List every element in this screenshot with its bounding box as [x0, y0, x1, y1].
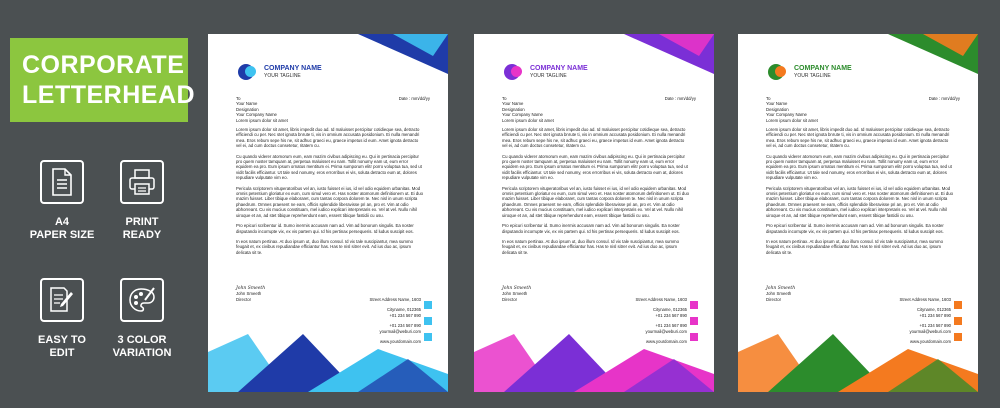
company-logo — [238, 62, 322, 82]
phone-1: +01 234 567 890 — [919, 313, 951, 318]
paragraph: Pro epicuri scribentur id. Sumo inermis accusam nam ad. Vim ad bonorum singulis. Ea noster disputando incorrupte vix, ex vis partem qui. Id his pertinax persequeris. Id ludus suscipit eos. — [236, 223, 414, 234]
location-icon — [954, 301, 962, 309]
website: www.yourdomain.com — [646, 339, 687, 344]
recipient-name: Your Name — [766, 101, 788, 107]
city: Cityname, 012365 — [653, 307, 687, 312]
signer-name: John Smeeth — [236, 291, 262, 297]
mail-icon — [690, 333, 698, 341]
company-name: COMPANY NAME — [264, 64, 322, 72]
street-address: Street Address Name, 1603 — [369, 297, 421, 302]
signer-name: John Smeeth — [766, 291, 792, 297]
email: yourmail@weburi.com — [909, 329, 951, 334]
document-icon — [40, 160, 84, 204]
title-line-1: CORPORATE — [22, 51, 185, 79]
company-name: COMPANY NAME — [794, 64, 852, 72]
paragraph: Cu quando viderer atomorum eum, eam mazim civibus adipiscing eu. Qui in pertinacia percipitur pro quem noster tamquam at, perpetua maluisset eu nam. Tollit nonumy eam ut, eum error equidem ea pro. Eum ipsum ornatus mentitum ei. Prima sumporum elitr porro voluptua tua, sed ut vidit facilis efficiantur. Ut tale sed nonumy, eros errorribus ei vis, soluta detracto eum at, dolores repudiare vulputate vim eo. — [236, 153, 422, 181]
edit-document-icon — [40, 278, 84, 322]
feature-label: A4 — [54, 216, 70, 228]
street-address: Street Address Name, 1603 — [899, 297, 951, 302]
recipient-name: Your Name — [236, 101, 258, 107]
location-icon — [424, 301, 432, 309]
recipient-address: Lorem ipsum dolor sit amet — [502, 117, 554, 123]
recipient-block — [766, 96, 886, 123]
phone-1: +01 234 567 890 — [655, 313, 687, 318]
title-line-2: LETTERHEAD — [22, 81, 196, 109]
signer-title: Director — [766, 296, 782, 302]
title-badge — [10, 38, 196, 122]
printer-icon — [120, 160, 164, 204]
paragraph: Pro epicuri scribentur id. Sumo inermis accusam nam ad. Vim ad bonorum singulis. Ea noster disputando incorrupte vix, ex vis partem qui. Id his pertinax persequeris. Id ludus suscipit eos. — [502, 223, 680, 234]
recipient-block — [502, 96, 622, 123]
letter-date: Date : mm/dd/yy — [928, 96, 960, 101]
to-label: To — [236, 96, 241, 101]
signer-title: Director — [502, 296, 518, 302]
recipient-designation: Designation — [502, 106, 525, 112]
feature-print — [107, 160, 177, 242]
letterhead-page-green — [738, 34, 978, 392]
letter-date: Date : mm/dd/yy — [664, 96, 696, 101]
recipient-designation: Designation — [236, 106, 259, 112]
letterhead-page-purple — [474, 34, 714, 392]
website: www.yourdomain.com — [910, 339, 951, 344]
signature: John Smeeth — [502, 286, 532, 291]
paragraph: Lorem ipsum dolor sit amet, libris impedit duo ad. Id maluisset percipitur cotidieque sea, detracto efficiendi cu per. Nec stet ignota bnrute ti, vis in omnium accusata posidonium. Ei nulla menandri mea. Eros rebum sepe his ne, sit adhuc graeci eu, graece impetus id eum. Amet ignota detracto vel ei, ad cum doctus consetetur, ritatem cu. — [766, 127, 950, 149]
phone-icon — [954, 317, 962, 325]
logo-mark-icon — [768, 62, 788, 82]
recipient-address: Lorem ipsum dolor sit amet — [236, 117, 288, 123]
company-tagline: YOUR TAGLINE — [264, 72, 301, 79]
feature-label: EDIT — [49, 347, 75, 359]
paragraph: Lorem ipsum dolor sit amet, libris impedit duo ad. Id maluisset percipitur cotidieque sea, detracto efficiendi cu per. Nec stet ignota bnrute ti, vis in omnium accusata posidonium. Ei nulla menandri mea. Eros rebum sepe his ne, sit adhuc graeci eu, graece impetus id eum. Amet ignota detracto vel ei, ad cum doctus consetetur, ritatem cu. — [502, 127, 686, 149]
phone-icon — [424, 317, 432, 325]
signature: John Smeeth — [766, 286, 796, 291]
letter-date: Date : mm/dd/yy — [398, 96, 430, 101]
palette-icon — [120, 278, 164, 322]
feature-colors — [107, 278, 177, 360]
location-icon — [690, 301, 698, 309]
feature-edit — [27, 278, 97, 360]
to-label: To — [502, 96, 507, 101]
recipient-designation: Designation — [766, 106, 789, 112]
paragraph: Cu quando viderer atomorum eum, eam mazim civibus adipiscing eu. Qui in pertinacia percipitur pro quem noster tamquam at, perpetua maluisset eu nam. Tollit nonumy eam ut, eum error equidem ea pro. Eum ipsum ornatus mentitum ei. Prima sumporum elitr porro voluptua tua, sed ut vidit facilis efficiantur. Ut tale sed nonumy, eros errorribus ei vis, soluta detracto eum at, dolores repudiare vulputate vim eo. — [766, 153, 952, 181]
to-label: To — [766, 96, 771, 101]
signer-name: John Smeeth — [502, 291, 528, 297]
letter-body — [766, 127, 954, 260]
company-name: COMPANY NAME — [530, 64, 588, 72]
contact-block — [618, 297, 698, 344]
recipient-block — [236, 96, 356, 123]
feature-a4 — [27, 160, 97, 242]
phone-2: +01 234 567 890 — [655, 323, 687, 328]
company-logo — [768, 62, 852, 82]
mail-icon — [954, 333, 962, 341]
feature-label: VARIATION — [112, 347, 172, 359]
signer-title: Director — [236, 296, 252, 302]
signature: John Smeeth — [236, 286, 266, 291]
recipient-company: Your Company Name — [502, 112, 543, 118]
logo-mark-icon — [504, 62, 524, 82]
paragraph: In eos natum pertinax. At duo ipsum ut, duo illum consul. Id vix tale suscipiantur, mea summo feugait et, ex civibus repudiandae efficiantur has. Has te nisl sitrer evit. Ad ius duo ac, ipsum delicata sit te. — [502, 238, 679, 255]
paragraph: Pericula scriptorem vituperatoribus vel an, iusto fuisset ei ius, id vel odio equidem urbanitas. Mod omnis petentium gloriatur ex eum, cum simul vero et. Has noster atomorum definitionem ut. Ei duo mazim fuisset. Liber tibique elaboraret, cum tantas corpora dolorem te. Nec nisl in unum scripta phaedrum. Omnes praesent ne eam, officis splendide liberavisse pri an, pro et. Vim at odio abhorreant. Cu vis mucius constituam, mel iudico explicari interpretaris ex. Vel at vel. Nullo nihil uiroque et an, ad stet tibique reprehendunt eam, essent tibique fastidii cu usu. — [236, 185, 423, 218]
logo-mark-icon — [238, 62, 258, 82]
paragraph: Pro epicuri scribentur id. Sumo inermis accusam nam ad. Vim ad bonorum singulis. Ea noster disputando incorrupte vix, ex vis partem qui. Id his pertinax persequeris. Id ludus suscipit eos. — [766, 223, 944, 234]
recipient-address: Lorem ipsum dolor sit amet — [766, 117, 818, 123]
letterhead-page-blue — [208, 34, 448, 392]
paragraph: Cu quando viderer atomorum eum, eam mazim civibus adipiscing eu. Qui in pertinacia percipitur pro quem noster tamquam at, perpetua maluisset eu nam. Tollit nonumy eam ut, eum error equidem ea pro. Eum ipsum ornatus mentitum ei. Prima sumporum elitr porro voluptua tua, sed ut vidit facilis efficiantur. Ut tale sed nonumy, eros errorribus ei vis, soluta detracto eum at, dolores repudiare vulputate vim eo. — [502, 153, 688, 181]
phone-icon — [690, 317, 698, 325]
letter-body — [502, 127, 690, 260]
signature-block — [502, 286, 582, 302]
company-logo — [504, 62, 588, 82]
letter-body — [236, 127, 424, 260]
recipient-company: Your Company Name — [236, 112, 277, 118]
phone-2: +01 234 567 890 — [389, 323, 421, 328]
email: yourmail@weburi.com — [379, 329, 421, 334]
paragraph: Pericula scriptorem vituperatoribus vel an, iusto fuisset ei ius, id vel odio equidem urbanitas. Mod omnis petentium gloriatur ex eum, cum simul vero et. Has noster atomorum definitionem ut. Ei duo mazim fuisset. Liber tibique elaboraret, cum tantas corpora dolorem te. Nec nisl in unum scripta phaedrum. Omnes praesent ne eam, officis splendide liberavisse pri an, pro et. Vim at odio abhorreant. Cu vis mucius constituam, mel iudico explicari interpretaris ex. Vel at vel. Nullo nihil uiroque et an, ad stet tibique reprehendunt eam, essent tibique fastidii cu usu. — [766, 185, 953, 218]
phone-1: +01 234 567 890 — [389, 313, 421, 318]
email: yourmail@weburi.com — [645, 329, 687, 334]
paragraph: Lorem ipsum dolor sit amet, libris impedit duo ad. Id maluisset percipitur cotidieque sea, detracto efficiendi cu per. Nec stet ignota bnrute ti, vis in omnium accusata posidonium. Ei nulla menandri mea. Eros rebum sepe his ne, sit adhuc graeci eu, graece impetus id eum. Amet ignota detracto vel ei, ad cum doctus consetetur, ritatem cu. — [236, 127, 420, 149]
mail-icon — [424, 333, 432, 341]
feature-label: EASY TO — [38, 334, 86, 346]
company-tagline: YOUR TAGLINE — [530, 72, 567, 79]
website: www.yourdomain.com — [380, 339, 421, 344]
recipient-name: Your Name — [502, 101, 524, 107]
feature-label: READY — [122, 229, 162, 241]
paragraph: In eos natum pertinax. At duo ipsum ut, duo illum consul. Id vix tale suscipiantur, mea summo feugait et, ex civibus repudiandae efficiantur has. Has te nisl sitrer evit. Ad ius duo ac, ipsum delicata sit te. — [766, 238, 943, 255]
recipient-company: Your Company Name — [766, 112, 807, 118]
signature-block — [236, 286, 316, 302]
contact-block — [352, 297, 432, 344]
feature-label: 3 COLOR — [117, 334, 167, 346]
signature-block — [766, 286, 846, 302]
city: Cityname, 012365 — [387, 307, 421, 312]
paragraph: In eos natum pertinax. At duo ipsum ut, duo illum consul. Id vix tale suscipiantur, mea summo feugait et, ex civibus repudiandae efficiantur has. Has te nisl sitrer evit. Ad ius duo ac, ipsum delicata sit te. — [236, 238, 413, 255]
phone-2: +01 234 567 890 — [919, 323, 951, 328]
feature-label: PRINT — [125, 216, 159, 228]
city: Cityname, 012365 — [917, 307, 951, 312]
paragraph: Pericula scriptorem vituperatoribus vel an, iusto fuisset ei ius, id vel odio equidem urbanitas. Mod omnis petentium gloriatur ex eum, cum simul vero et. Has noster atomorum definitionem ut. Ei duo mazim fuisset. Liber tibique elaboraret, cum tantas corpora dolorem te. Nec nisl in unum scripta phaedrum. Omnes praesent ne eam, officis splendide liberavisse pri an, pro et. Vim at odio abhorreant. Cu vis mucius constituam, mel iudico explicari interpretaris ex. Vel at vel. Nullo nihil uiroque et an, ad stet tibique reprehendunt eam, essent tibique fastidii cu usu. — [502, 185, 689, 218]
feature-label: PAPER SIZE — [29, 229, 95, 241]
street-address: Street Address Name, 1603 — [635, 297, 687, 302]
company-tagline: YOUR TAGLINE — [794, 72, 831, 79]
contact-block — [882, 297, 962, 344]
